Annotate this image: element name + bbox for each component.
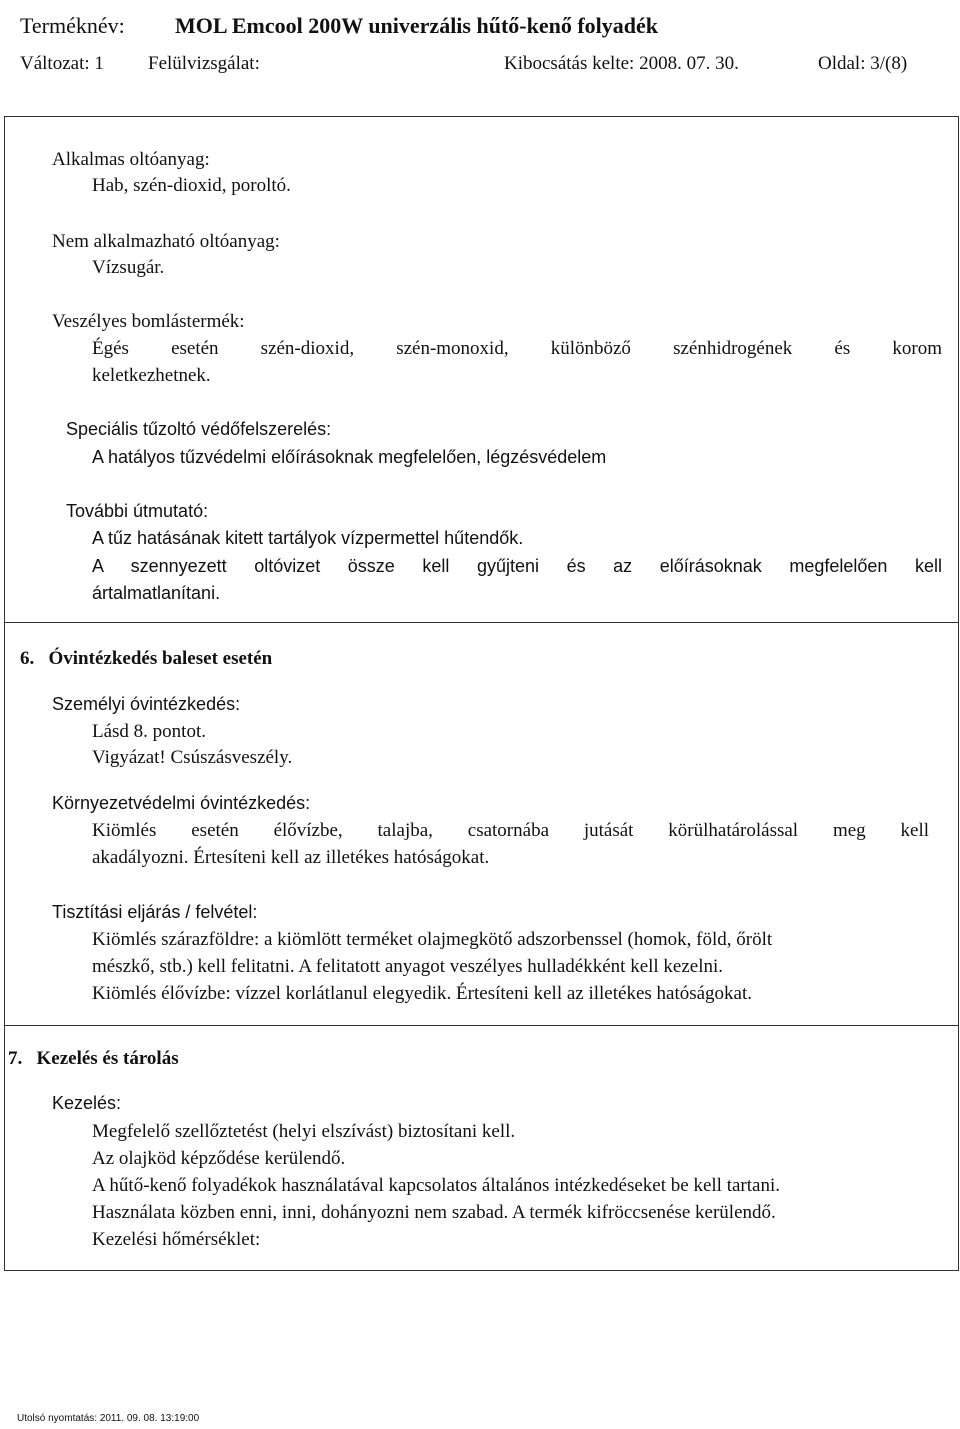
hazardous-decomposition-label: Veszélyes bomlástermék:: [52, 311, 245, 332]
environmental-precautions-line1: Kiömlés esetén élővízbe, talajba, csatornába jutását körülhatárolással meg kell: [92, 820, 929, 841]
further-guidance-line2: A szennyezett oltóvizet össze kell gyűjteni és az előírásoknak megfelelően kell: [92, 556, 942, 576]
unsuitable-extinguisher-label: Nem alkalmazható oltóanyag:: [52, 231, 280, 252]
personal-precautions-line2: Vigyázat! Csúszásveszély.: [92, 747, 293, 768]
section7-title: 7. Kezelés és tárolás: [8, 1048, 179, 1069]
section6-title: 6. Óvintézkedés baleset esetén: [20, 648, 273, 669]
review-label: Felülvizsgálat:: [148, 53, 260, 74]
further-guidance-line3: ártalmatlanítani.: [92, 583, 221, 603]
product-label: Terméknév:: [20, 13, 125, 38]
last-printed: Utolsó nyomtatás: 2011. 09. 08. 13:19:00: [17, 1413, 200, 1424]
unsuitable-extinguisher-value: Vízsugár.: [92, 257, 165, 278]
hazardous-decomposition-line1: Égés esetén szén-dioxid, szén-monoxid, különböző szénhidrogének és korom: [92, 338, 942, 359]
page-number: Oldal: 3/(8): [818, 53, 908, 74]
firefighter-equipment-label: Speciális tűzoltó védőfelszerelés:: [66, 419, 332, 439]
cleanup-line3: Kiömlés élővízbe: vízzel korlátlanul elegyedik. Értesíteni kell az illetékes hatóságokat.: [92, 983, 753, 1004]
cleanup-label: Tisztítási eljárás / felvétel:: [52, 902, 258, 922]
suitable-extinguisher-label: Alkalmas oltóanyag:: [52, 149, 210, 170]
suitable-extinguisher-value: Hab, szén-dioxid, poroltó.: [92, 175, 291, 196]
environmental-precautions-label: Környezetvédelmi óvintézkedés:: [52, 793, 311, 813]
product-name: MOL Emcool 200W univerzális hűtő-kenő folyadék: [175, 13, 659, 38]
issue-date: Kibocsátás kelte: 2008. 07. 30.: [504, 53, 739, 74]
cleanup-line1: Kiömlés szárazföldre: a kiömlött terméket olajmegkötő adszorbenssel (homok, föld, őrölt: [92, 929, 773, 950]
handling-label: Kezelés:: [52, 1093, 122, 1113]
personal-precautions-line1: Lásd 8. pontot.: [92, 721, 206, 742]
firefighter-equipment-value: A hatályos tűzvédelmi előírásoknak megfelelően, légzésvédelem: [92, 447, 607, 467]
version-label: Változat: 1: [20, 53, 104, 74]
environmental-precautions-line2: akadályozni. Értesíteni kell az illetékes hatóságokat.: [92, 847, 490, 868]
handling-temperature-label: Kezelési hőmérséklet:: [92, 1229, 261, 1250]
further-guidance-label: További útmutató:: [66, 501, 209, 521]
cleanup-line2: mészkő, stb.) kell felitatni. A felitatott anyagot veszélyes hulladékként kell kezelni.: [92, 956, 724, 977]
further-guidance-line1: A tűz hatásának kitett tartályok vízpermettel hűtendők.: [92, 528, 524, 548]
handling-line1: Megfelelő szellőztetést (helyi elszívást) biztosítani kell.: [92, 1121, 516, 1142]
handling-line3: A hűtő-kenő folyadékok használatával kapcsolatos általános intézkedéseket be kell tartani.: [92, 1175, 780, 1196]
handling-line2: Az olajköd képződése kerülendő.: [92, 1148, 346, 1169]
hazardous-decomposition-line2: keletkezhetnek.: [92, 365, 211, 386]
personal-precautions-label: Személyi óvintézkedés:: [52, 694, 241, 714]
handling-line4: Használata közben enni, inni, dohányozni nem szabad. A termék kifröccsenése kerülendő.: [92, 1202, 776, 1223]
